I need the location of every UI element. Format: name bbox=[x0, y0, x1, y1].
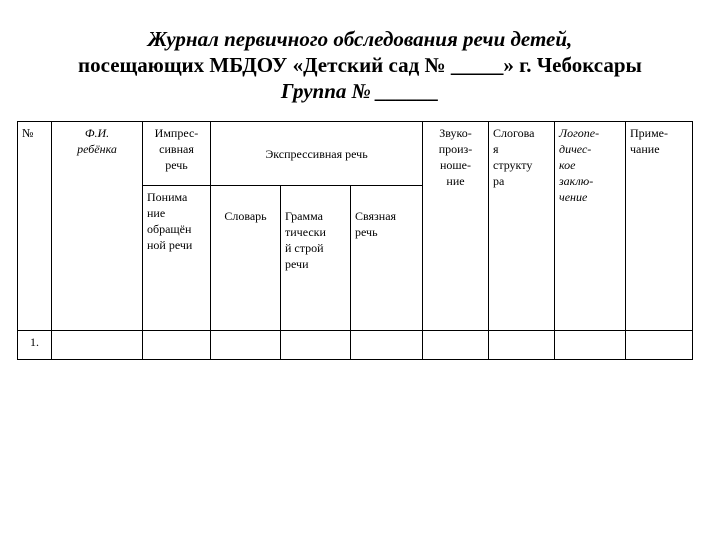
header-sound-pronunciation: Звуко- произ- ноше- ние bbox=[423, 122, 489, 331]
subheader-understanding: Понима ние обращён ной речи bbox=[143, 186, 211, 331]
header-expressive-speech: Экспрессивная речь bbox=[211, 122, 423, 186]
journal-table bbox=[17, 121, 693, 360]
title-line-2: посещающих МБДОУ «Детский сад № _____» г. Чебоксары bbox=[78, 53, 642, 77]
row-1-fio-cell[interactable] bbox=[52, 331, 143, 360]
row-1-sound-cell[interactable] bbox=[423, 331, 489, 360]
row-1-note-cell[interactable] bbox=[626, 331, 693, 360]
header-impressive-speech: Импрес- сивная речь bbox=[143, 122, 211, 186]
row-1-syllable-cell[interactable] bbox=[489, 331, 555, 360]
header-num: № bbox=[18, 122, 52, 331]
subheader-grammar: Грамма тически й строй речи bbox=[281, 186, 351, 331]
header-row bbox=[18, 122, 693, 186]
header-speech-therapy-conclusion: Логопе- дичес- кое заклю- чение bbox=[555, 122, 626, 331]
header-note: Приме- чание bbox=[626, 122, 693, 331]
title-line-1: Журнал первичного обследования речи детей, bbox=[147, 27, 573, 51]
row-1-vocabulary-cell[interactable] bbox=[211, 331, 281, 360]
subheader-vocabulary: Словарь bbox=[211, 186, 281, 331]
row-1-grammar-cell[interactable] bbox=[281, 331, 351, 360]
row-1-num: 1. bbox=[18, 331, 52, 360]
subheader-connected-speech: Связная речь bbox=[351, 186, 423, 331]
page-title bbox=[0, 26, 720, 104]
row-1-conclusion-cell[interactable] bbox=[555, 331, 626, 360]
header-fio: Ф.И. ребёнка bbox=[52, 122, 143, 331]
row-1-connected-cell[interactable] bbox=[351, 331, 423, 360]
title-line-3: Группа № ______ bbox=[280, 79, 440, 103]
header-syllable-structure: Слогова я структу ра bbox=[489, 122, 555, 331]
table-row bbox=[18, 331, 693, 360]
row-1-understanding-cell[interactable] bbox=[143, 331, 211, 360]
